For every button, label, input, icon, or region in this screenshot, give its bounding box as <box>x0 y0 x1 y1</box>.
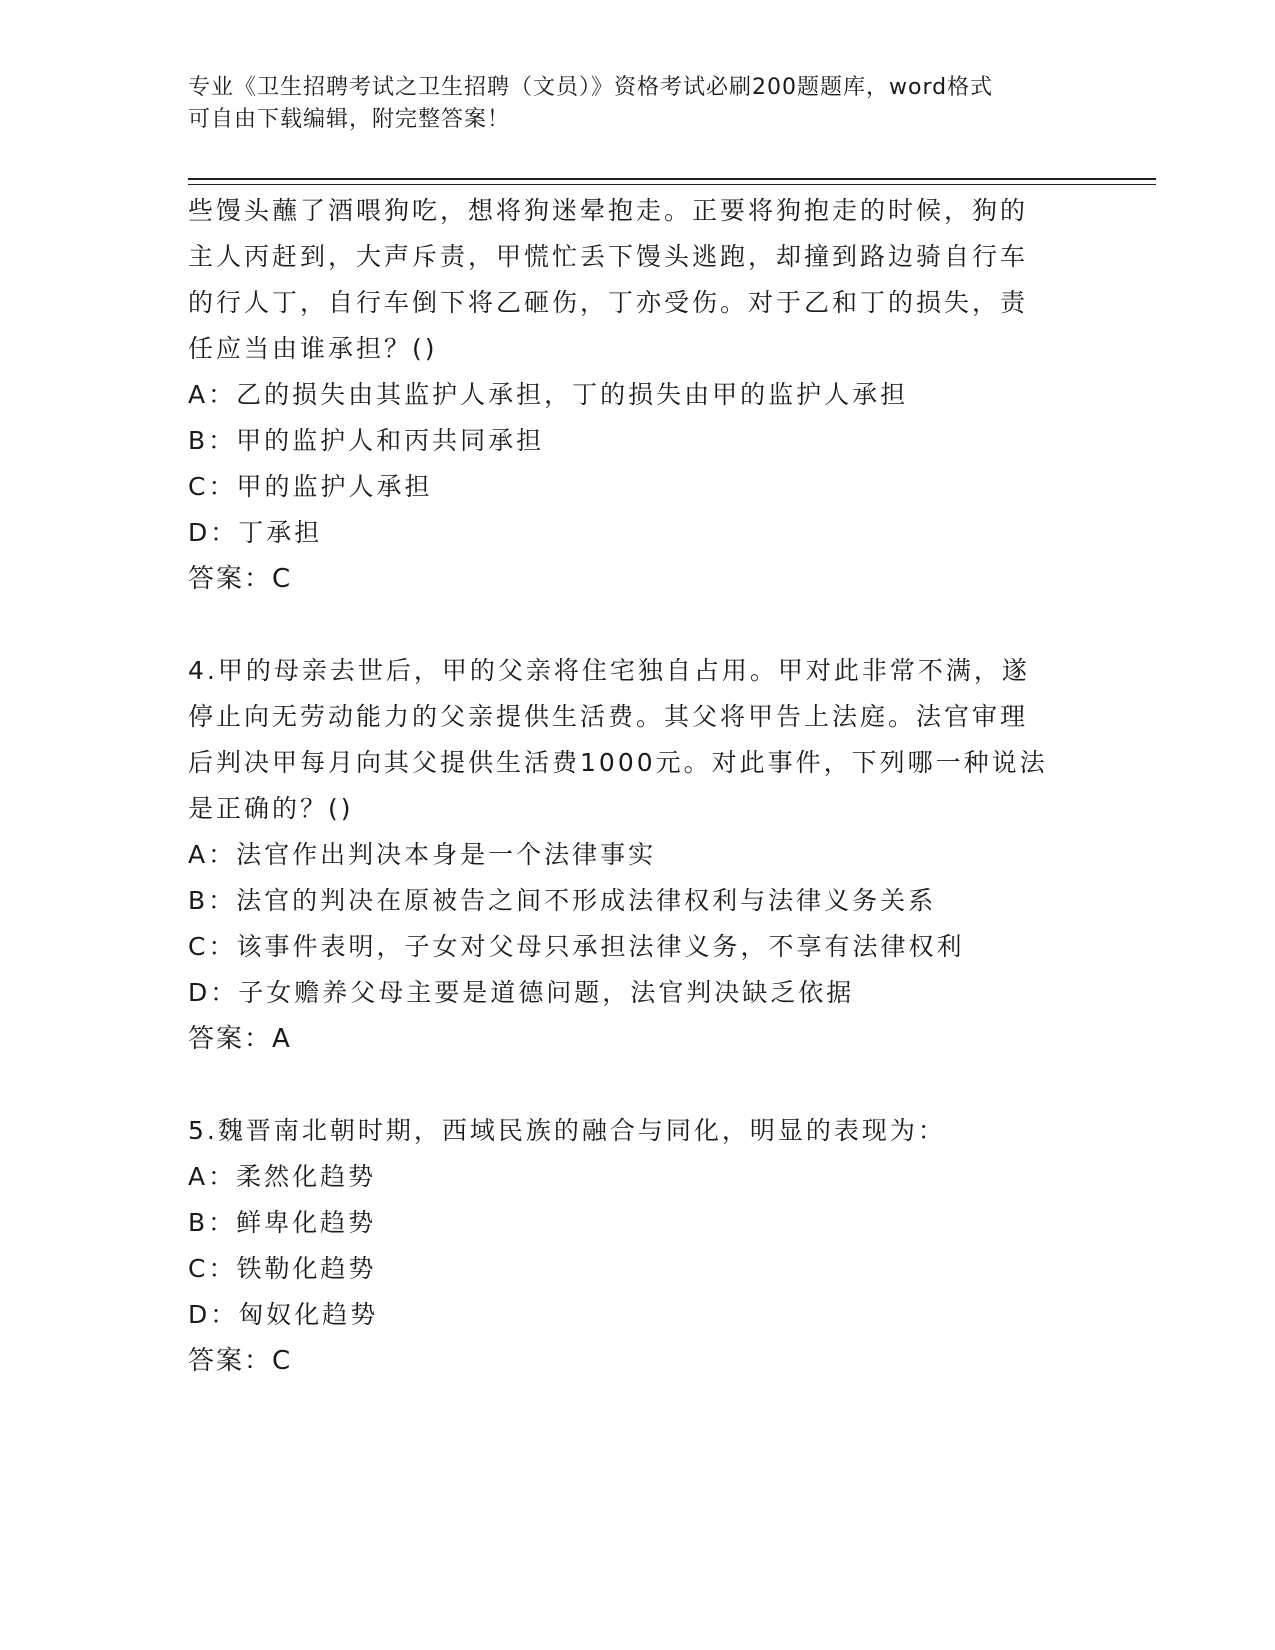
question-stem-line: 的行人丁，自行车倒下将乙砸伤，丁亦受伤。对于乙和丁的损失，责 <box>188 288 1029 317</box>
question-stem-line: 停止向无劳动能力的父亲提供生活费。其父将甲告上法庭。法官审理 <box>188 702 1029 731</box>
question-stem-line: 后判决甲每月向其父提供生活费1000元。对此事件，下列哪一种说法 <box>188 748 1048 777</box>
question-3 <box>188 188 1068 602</box>
spacer <box>188 1062 1068 1108</box>
answer-line: 答案：C <box>188 564 293 594</box>
option-c: C：铁勒化趋势 <box>188 1254 377 1283</box>
option-b: B：法官的判决在原被告之间不形成法律权利与法律义务关系 <box>188 886 937 915</box>
header-divider-thick <box>188 178 1156 180</box>
question-list <box>188 188 1068 1384</box>
document-header <box>188 72 1068 136</box>
option-a: A：柔然化趋势 <box>188 1162 377 1191</box>
question-stem-line: 5.魏晋南北朝时期，西域民族的融合与同化，明显的表现为： <box>188 1116 946 1145</box>
option-a: A：乙的损失由其监护人承担，丁的损失由甲的监护人承担 <box>188 380 909 409</box>
question-stem-line: 是正确的？() <box>188 794 354 823</box>
question-stem-line: 主人丙赶到，大声斥责，甲慌忙丢下馒头逃跑，却撞到路边骑自行车 <box>188 242 1029 271</box>
spacer <box>188 602 1068 648</box>
option-b: B：鲜卑化趋势 <box>188 1208 377 1237</box>
option-d: D：匈奴化趋势 <box>188 1300 379 1329</box>
header-line-2: 可自由下载编辑，附完整答案！ <box>188 107 511 132</box>
header-divider-thin <box>188 184 1156 185</box>
answer-line: 答案：A <box>188 1024 292 1054</box>
question-stem-line: 些馒头蘸了酒喂狗吃，想将狗迷晕抱走。正要将狗抱走的时候，狗的 <box>188 196 1029 225</box>
question-stem-line: 4.甲的母亲去世后，甲的父亲将住宅独自占用。甲对此非常不满，遂 <box>188 656 1030 685</box>
option-c: C：该事件表明，子女对父母只承担法律义务，不享有法律权利 <box>188 932 965 961</box>
option-b: B：甲的监护人和丙共同承担 <box>188 426 545 455</box>
option-c: C：甲的监护人承担 <box>188 472 433 501</box>
question-4 <box>188 648 1068 1062</box>
option-d: D：子女赡养父母主要是道德问题，法官判决缺乏依据 <box>188 978 855 1007</box>
option-d: D：丁承担 <box>188 518 323 547</box>
question-5 <box>188 1108 1068 1384</box>
answer-line: 答案：C <box>188 1346 293 1376</box>
question-stem-line: 任应当由谁承担？() <box>188 334 438 363</box>
header-line-1: 专业《卫生招聘考试之卫生招聘（文员）》资格考试必刷200题题库，word格式 <box>188 75 994 100</box>
option-a: A：法官作出判决本身是一个法律事实 <box>188 840 657 869</box>
